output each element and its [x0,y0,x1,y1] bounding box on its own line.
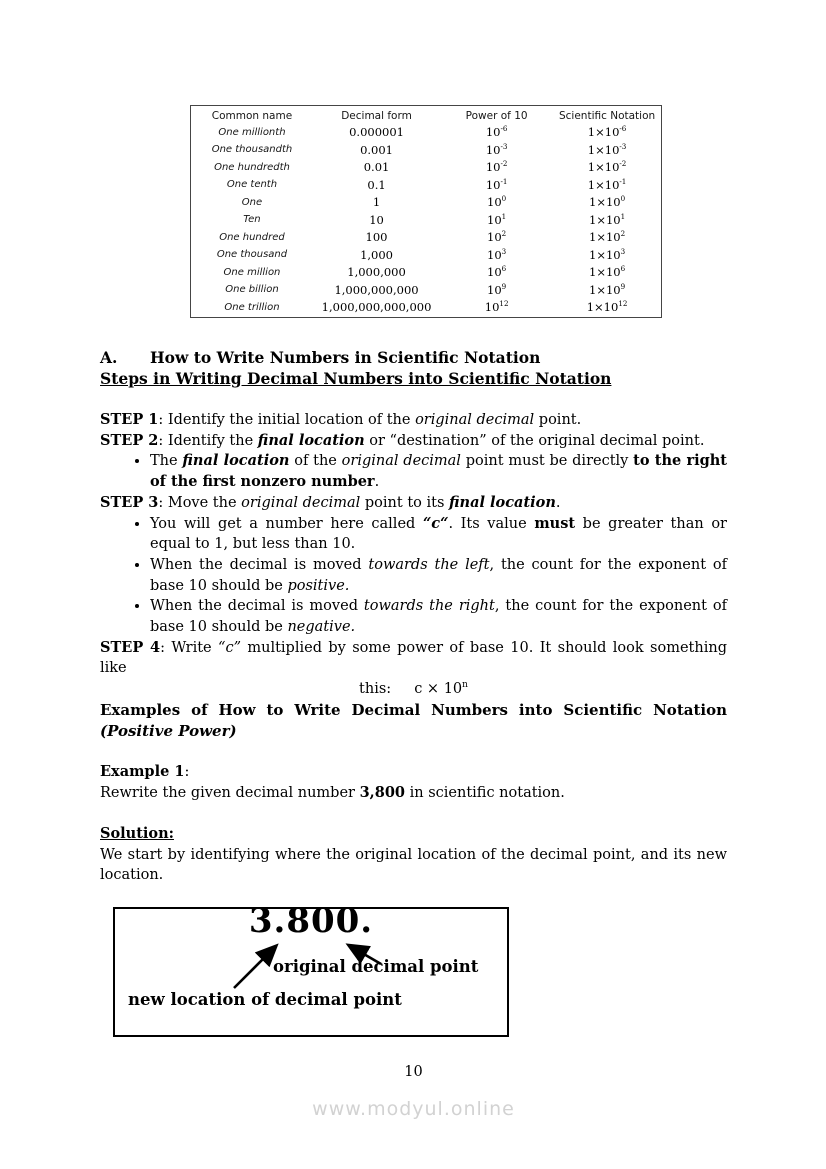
power-of-10: $10^6$ [487,264,507,280]
figure-number: 3.800. [248,901,374,942]
common-name: One trillion [224,301,280,313]
power-of-10: $10^{-6}$ [485,124,508,140]
common-name: One billion [225,284,279,296]
figure-label-original: original decimal point [273,957,479,977]
watermark: www.modyul.online [312,1097,515,1120]
bullet-left-positive: • When the decimal is moved towards the left, the count for the exponent of base 10 should be positive. [150,555,727,596]
power-of-10: $10^1$ [487,211,507,227]
figure-label-new: new location of decimal point [128,990,402,1010]
table-row [191,212,662,230]
table-row [191,177,662,195]
spacer [100,803,727,824]
common-name: One millionth [218,126,286,138]
section-letter: A. [100,348,118,367]
scientific-notation: $1\times 10^{-2}$ [587,159,627,175]
example1-text: Rewrite the given decimal number 3,800 in scientific notation. [100,783,565,801]
section-heading [100,347,727,368]
solution-label: Solution: [100,825,174,843]
powers-of-ten-table [190,105,662,318]
scientific-notation: $1\times 10^2$ [589,229,626,245]
decimal-form: 1 [372,195,381,210]
scientific-notation: $1\times 10^1$ [589,211,626,227]
decimal-form: 10 [369,212,384,227]
table-row [191,194,662,212]
steps-list [100,410,727,700]
decimal-point-figure [113,901,509,1037]
header-decimal-form: Decimal form [341,110,412,122]
table-row [191,159,662,177]
scientific-notation: $1\times 10^0$ [589,194,626,210]
power-of-10: $10^{12}$ [484,299,509,315]
common-name: Ten [243,214,261,226]
power-of-10: $10^9$ [487,281,507,297]
bullet-right-negative: • When the decimal is moved towards the right, the count for the exponent of base 10 should be negative. [150,596,727,637]
scientific-notation: $1\times 10^9$ [589,281,626,297]
step-4: STEP 4: Write “c” multiplied by some power of base 10. It should look something like [100,638,727,677]
spacer [100,741,727,762]
common-name: One thousand [216,249,288,261]
header-scientific-notation: Scientific Notation [558,110,656,122]
bullet-value-c: • You will get a number here called “c“. Its value must be greater than or equal to 1, but less than 10. [150,514,727,555]
step-3-bullets [100,514,727,638]
decimal-form: 100 [365,230,388,245]
common-name: One hundred [219,231,285,243]
power-of-10: $10^3$ [487,246,507,262]
table-row [191,264,662,282]
section-subtitle: Steps in Writing Decimal Numbers into Scientific Notation [100,369,612,388]
common-name: One hundredth [214,161,290,173]
table-row [191,124,662,142]
section-title: How to Write Numbers in Scientific Notation [150,348,541,367]
scientific-notation: $1\times 10^{-6}$ [587,124,627,140]
page-number: 10 [404,1064,423,1081]
power-of-10: $10^{-1}$ [485,176,508,192]
step-2-bullets [100,451,727,492]
step-1: STEP 1: Identify the initial location of the original decimal point. [100,411,582,428]
decimal-form: 1,000,000,000,000 [321,300,432,315]
power-of-10: $10^{-3}$ [485,141,508,157]
scientific-notation: $1\times 10^{-1}$ [587,176,627,192]
decimal-form: 0.01 [363,160,390,175]
table-row [191,299,662,317]
scientific-notation: $1\times 10^6$ [589,264,626,280]
table-row [191,247,662,265]
decimal-form: 1,000 [360,247,393,262]
arrow-new-location-icon [234,947,275,988]
scientific-notation: $1\times 10^3$ [589,246,626,262]
example1-label: Example 1: [100,762,190,780]
common-name: One thousandth [211,144,293,156]
step-2: STEP 2: Identify the final location or “destination” of the original decimal point. [100,431,705,449]
power-of-10: $10^2$ [487,229,507,245]
scientific-notation: $1\times 10^{-3}$ [587,141,627,157]
examples-heading: Examples of How to Write Decimal Numbers into Scientific Notation (Positive Power) [100,700,727,740]
table-row [191,229,662,247]
decimal-form: 1,000,000 [347,265,406,280]
header-common-name: Common name [211,110,293,122]
bullet-final-location: • The final location of the original decimal point must be directly to the right of the first nonzero number. [150,451,727,492]
power-of-10: $10^{-2}$ [485,159,508,175]
scientific-notation: $1\times 10^{12}$ [586,299,628,315]
decimal-form: 0.1 [367,177,386,192]
header-power-of-10: Power of 10 [465,110,528,122]
decimal-form: 0.000001 [349,125,404,140]
common-name: One million [223,266,281,278]
formula-c-times-10n: this: $c \times 10^n$ [359,680,468,698]
solution-text: We start by identifying where the original location of the decimal point, and its new location. [100,846,727,884]
common-name: One tenth [226,179,278,191]
step-3: STEP 3: Move the original decimal point to its final location. [100,493,561,511]
table-row [191,142,662,160]
decimal-form: 0.001 [360,142,393,157]
common-name: One [241,196,263,208]
decimal-form: 1,000,000,000 [334,282,419,297]
power-of-10: $10^0$ [487,194,507,210]
table-header-row [191,106,662,125]
table-row [191,282,662,300]
